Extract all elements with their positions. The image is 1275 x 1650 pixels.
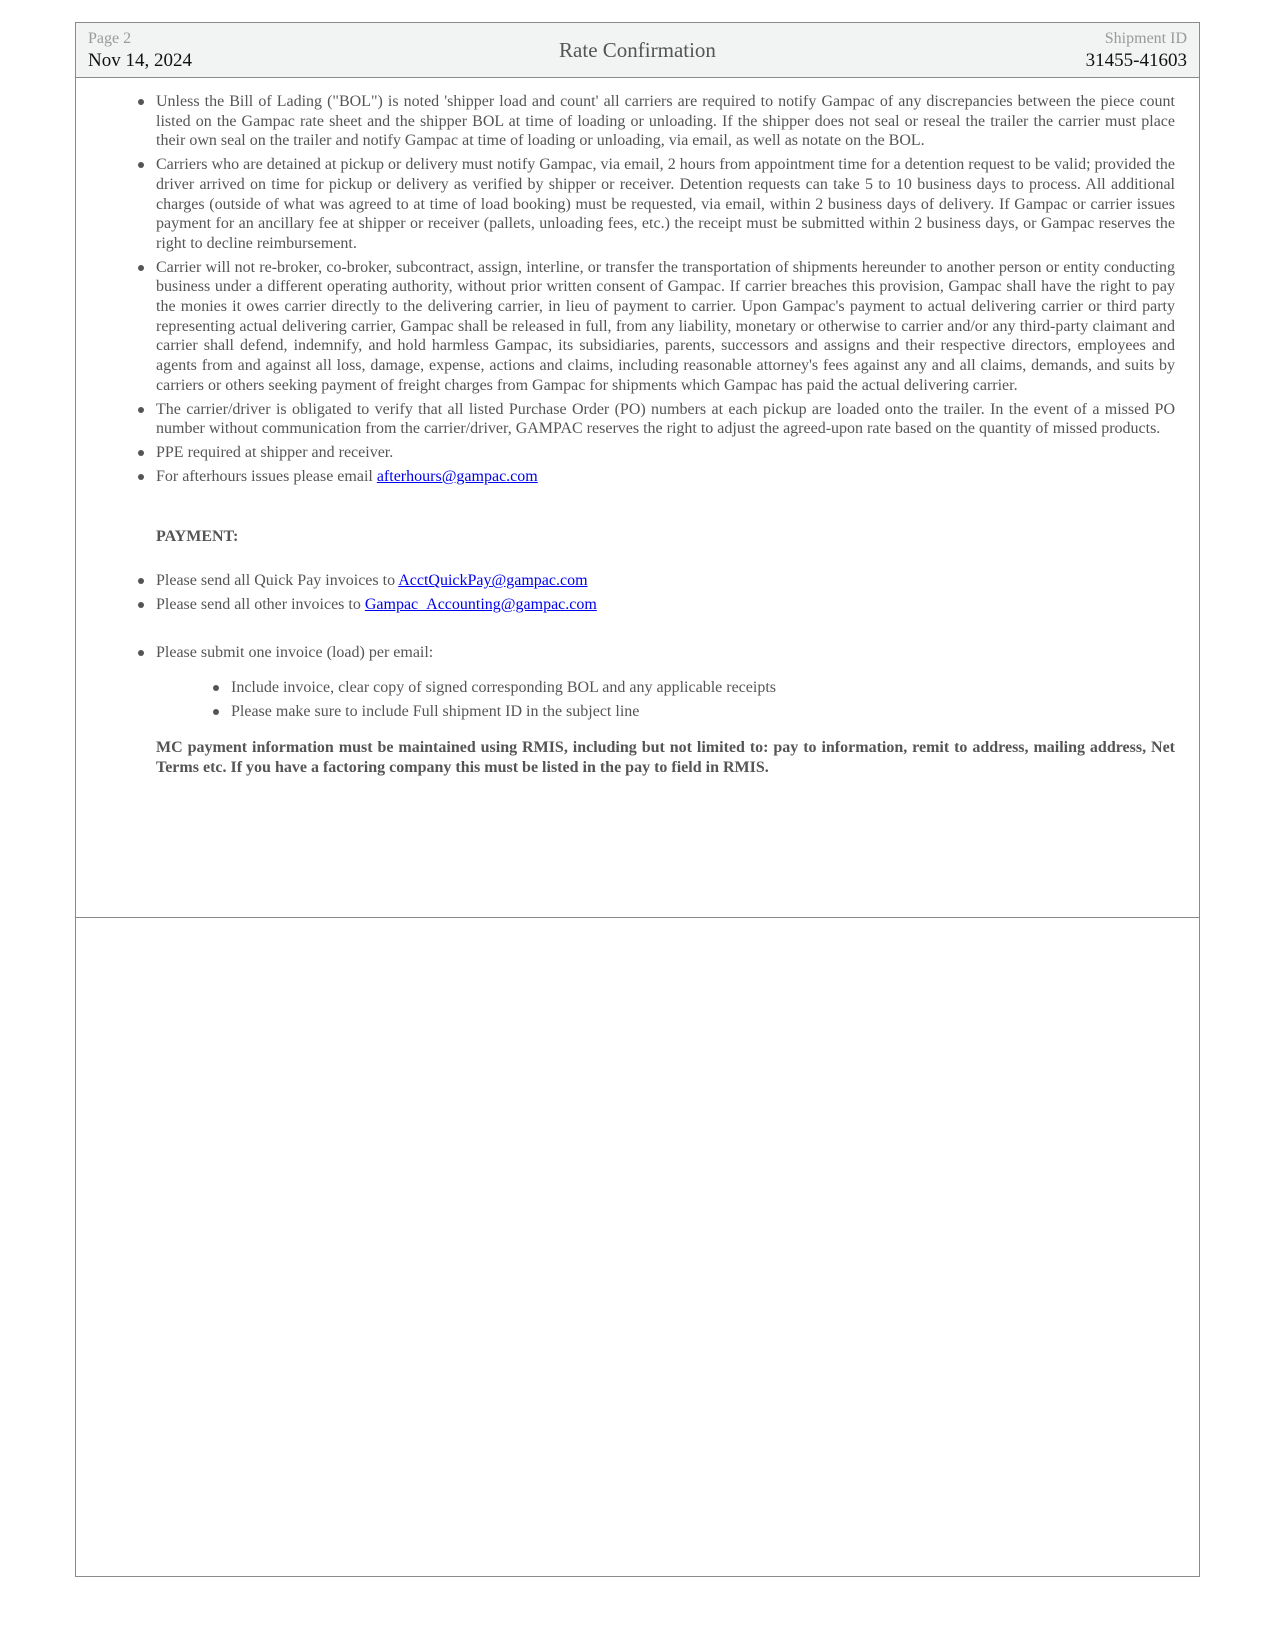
invoice-requirements-list xyxy=(231,678,1175,721)
term-afterhours xyxy=(156,467,1175,487)
terms-inner xyxy=(156,92,1175,778)
document-title: Rate Confirmation xyxy=(559,38,716,62)
quickpay-email-link[interactable]: AcctQuickPay@gampac.com xyxy=(398,572,588,590)
page-header xyxy=(76,23,1199,78)
quickpay-text: Please send all Quick Pay invoices to xyxy=(156,572,399,590)
term-po-verification: The carrier/driver is obligated to verify that all listed Purchase Order (PO) numbers at each pickup are loaded onto the trailer. In the event of a missed PO number without communication from the carrier/driver, GAMPAC reserves the right to adjust the agreed-upon rate based on the quantity of missed products. xyxy=(156,400,1175,438)
payment-submit-one-invoice: Please submit one invoice (load) per email: xyxy=(156,643,1175,663)
other-invoices-text: Please send all other invoices to xyxy=(156,596,365,614)
payment-other-invoices xyxy=(156,595,1175,615)
term-ppe: PPE required at shipper and receiver. xyxy=(156,443,1175,463)
term-no-rebroker: Carrier will not re-broker, co-broker, subcontract, assign, interline, or transfer the transportation of shipments hereunder to another person or entity conducting business under a different operating authority, without prior written consent of Gampac. If carrier breaches this provision, Gampac shall have the right to pay the monies it owes carrier directly to the delivering carrier, in lieu of payment to carrier. Upon Gampac's payment to actual delivering carrier or third party representing actual delivering carrier, Gampac shall be released in full, from any liability, monetary or otherwise to carrier and/or any third-party claimant and carrier shall defend, indemnify, and hold harmless Gampac, its subsidiaries, parents, successors and assigns and their respective directors, employees and agents from and against all loss, damage, expense, actions and claims, including reasonable attorney's fees against any and all claims, demands, and suits by carriers or others seeking payment of freight charges from Gampac for shipments which Gampac has paid the actual delivering carrier. xyxy=(156,258,1175,394)
terms-list xyxy=(156,92,1175,486)
shipment-id-value: 31455-41603 xyxy=(1085,50,1187,71)
terms-content xyxy=(76,78,1199,918)
payment-quickpay xyxy=(156,571,1175,591)
submit-list xyxy=(156,643,1175,663)
term-detention: Carriers who are detained at pickup or delivery must notify Gampac, via email, 2 hours from appointment time for a detention request to be valid; provided the driver arrived on time for pickup or delivery as verified by shipper or receiver. Detention requests can take 5 to 10 business days to process. All additional charges (outside of what was agreed to at time of load booking) must be requested, via email, within 2 business days of delivery. If Gampac or carrier issues payment for an ancillary fee at shipper or receiver (pallets, unloading fees, etc.) the receipt must be submitted within 2 business days, or Gampac reserves the right to decline reimbursement. xyxy=(156,156,1175,252)
rmis-payment-note: MC payment information must be maintained using RMIS, including but not limited to: pay to information, remit to address, mailing address, Net Terms etc. If you have a factoring company this must be listed in the pay to field in RMIS. xyxy=(156,738,1175,776)
shipment-id-label: Shipment ID xyxy=(1104,30,1187,47)
page-number: Page 2 xyxy=(88,30,132,47)
header-right xyxy=(1086,29,1187,73)
term-bol-discrepancies: Unless the Bill of Lading ("BOL") is noted 'shipper load and count' all carriers are required to notify Gampac of any discrepancies between the piece count listed on the Gampac rate sheet and the shipper BOL at time of loading or unloading. If the shipper does not seal or reseal the trailer the carrier must place their own seal on the trailer and notify Gampac at time of loading or unloading, via email, as well as notate on the BOL. xyxy=(156,93,1175,150)
payment-list xyxy=(156,571,1175,614)
afterhours-email-link[interactable]: afterhours@gampac.com xyxy=(376,467,538,485)
page-frame xyxy=(75,22,1200,1577)
accounting-email-link[interactable]: Gampac_Accounting@gampac.com xyxy=(364,596,597,614)
document-date: Nov 14, 2024 xyxy=(88,50,192,71)
invoice-requirement-item: Include invoice, clear copy of signed corresponding BOL and any applicable receipts xyxy=(231,678,1175,698)
afterhours-text: For afterhours issues please email xyxy=(156,467,377,485)
invoice-requirement-item: Please make sure to include Full shipment ID in the subject line xyxy=(231,702,1175,722)
payment-heading: PAYMENT: xyxy=(156,528,239,546)
